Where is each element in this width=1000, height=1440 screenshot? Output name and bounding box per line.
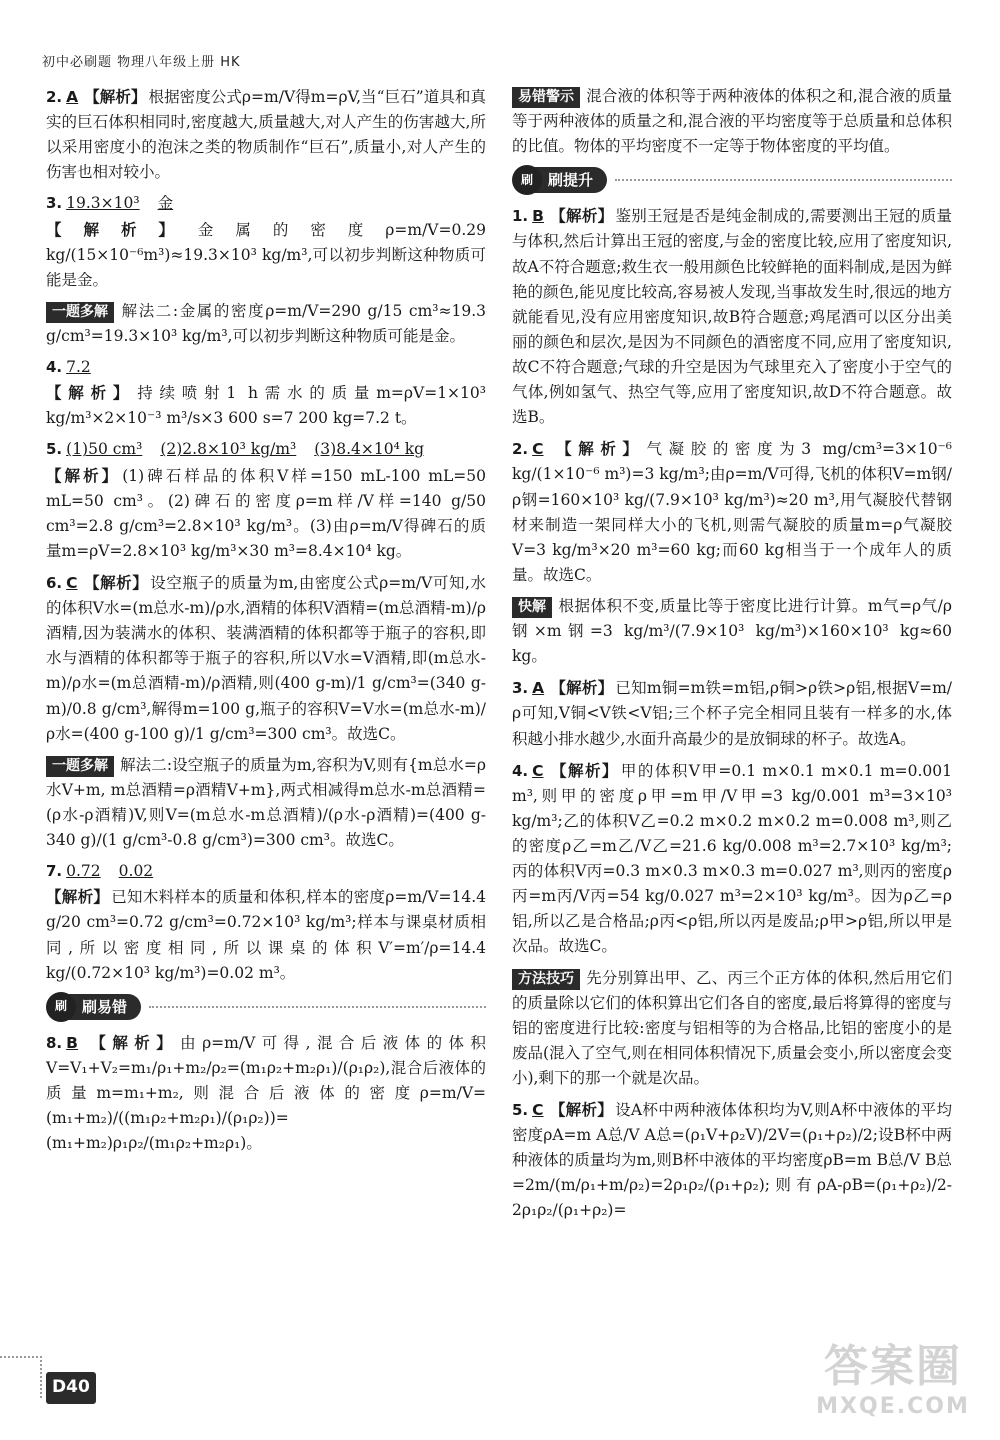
- analysis-text: 鉴别王冠是否是纯金制成的,需要测出王冠的质量与体积,然后计算出王冠的密度,与金的密度比较,应用了密度知识,故A不符合题意;救生衣一般用颜色比较鲜艳的面料制成,是因为鲜艳的颜色,能见度比较高,容易被人发现,当事故发生时,很远的地方就能看见,没有应用密度知识,故B符合题意;鸡尾酒可以区分出美丽的颜色和层次,是因为不同颜色的酒密度不同,应用了密度知识,故C不符合题意;气球的升空是因为气球里充入了密度小于空气的气体,例如氢气、热空气等,应用了密度知识,故D不符合题意。故选B。: [512, 207, 952, 427]
- answer-choice: A: [532, 679, 545, 698]
- answer-item: [46, 1030, 486, 1157]
- answer-item: [46, 355, 486, 431]
- note-badge: 易错警示: [512, 87, 580, 108]
- answer-choice: C: [66, 573, 78, 592]
- answer-item: [512, 675, 952, 751]
- analysis-text: (1)碑石样品的体积V样=150 mL-100 mL=50 mL=50 cm³。(2)碑石的密度ρ=m样/V样=140 g/50 cm³=2.8 g/cm³=2.8×10³ kg/m³。(3)由ρ=m/V得碑石的质量m=ρV=2.8×10³ kg/m³×30 m³=8.4×10⁴ kg。: [46, 466, 486, 560]
- analysis-text: 金属的密度ρ=m/V=0.29 kg/(15×10⁻⁶m³)≈19.3×10³ kg/m³,可以初步判断这种物质可能是金。: [46, 220, 486, 289]
- left-column: [46, 84, 486, 1162]
- answer-choice: B: [532, 207, 544, 226]
- answer-item: [46, 859, 486, 986]
- answer-blank: 金: [157, 194, 174, 213]
- page-corner-decoration: [0, 1356, 42, 1398]
- note-badge: 快解: [512, 597, 552, 618]
- answer-item: [512, 758, 952, 960]
- answer-item: [46, 191, 486, 292]
- analysis-tag: 【解析】: [549, 760, 619, 780]
- note-block: [512, 966, 952, 1092]
- question-number: 6.: [46, 573, 63, 592]
- analysis-tag: 【解析】: [83, 572, 149, 592]
- question-number: 8.: [46, 1033, 63, 1052]
- answer-blank: (1)50 cm³: [66, 440, 143, 459]
- answer-choice: C: [532, 761, 544, 780]
- watermark: [798, 1340, 988, 1430]
- section-title: 刷提升: [530, 167, 607, 193]
- answer-choice: C: [532, 440, 544, 459]
- analysis-text: 设空瓶子的质量为m,由密度公式ρ=m/V可知,水的体积V水=(m总水-m)/ρ水,酒精的体积V酒精=(m总酒精-m)/ρ酒精,因为装满水的体积、装满酒精的体积都等于瓶子的容积,即水与酒精的体积都等于瓶子的容积,所以V水=V酒精,即(m总水-m)/ρ水=(m总酒精-m)/ρ酒精,则(400 g-m)/1 g/cm³=(340 g-m)/0.8 g/cm³,解得m=100 g,瓶子的容积V=V水=(m总水-m)/ρ水=(400 g-100 g)/1 g/cm³=300 cm³。故选C。: [46, 573, 486, 743]
- note-block: [46, 753, 486, 853]
- note-block: [512, 594, 952, 669]
- note-text: 解法二:金属的密度ρ=m/V=290 g/15 cm³≈19.3 g/cm³=19.3×10³ kg/m³,可以初步判断这种物质可能是金。: [46, 301, 486, 345]
- note-text: 根据体积不变,质量比等于密度比进行计算。m气=ρ气/ρ钢×m钢=3 kg/m³/(7.9×10³ kg/m³)×160×10³ kg≈60 kg。: [512, 596, 952, 666]
- question-number: 3.: [46, 194, 63, 213]
- note-text: 先分别算出甲、乙、丙三个正方体的体积,然后用它们的质量除以它们的体积算出它们各自的密度,最后将算得的密度与铝的密度进行比较:密度与铝相等的为合格品,比铝的密度小的是废品(混入了空气,则在相同体积情况下,质量会变小,所以密度会变小),剩下的那一个就是次品。: [512, 968, 952, 1087]
- note-badge: 方法技巧: [512, 969, 580, 990]
- answer-blank: (2)2.8×10³ kg/m³: [160, 440, 297, 459]
- page-header: 初中必刷题 物理八年级上册 HK: [42, 55, 241, 70]
- note-block: [46, 299, 486, 349]
- analysis-tag: 【解析】: [549, 1100, 614, 1120]
- answer-choice: A: [66, 88, 79, 106]
- question-number: 3.: [512, 679, 529, 698]
- answer-blank: (3)8.4×10⁴ kg: [314, 440, 425, 459]
- note-block: [512, 84, 952, 159]
- section-header: [46, 992, 486, 1022]
- question-number: 2.: [512, 440, 529, 459]
- analysis-text: 已知木料样本的质量和体积,样本的密度ρ=m/V=14.4 g/20 cm³=0.72 g/cm³=0.72×10³ kg/m³;样本与课桌材质相同,所以密度相同,所以课桌的体积V′=m′/ρ=14.4 kg/(0.72×10³ kg/m³)=0.02 m³。: [46, 888, 486, 982]
- answer-item: [512, 436, 952, 588]
- answer-choice: B: [66, 1033, 78, 1052]
- note-badge: 一题多解: [46, 756, 114, 777]
- analysis-text: 由ρ=m/V可得,混合后液体的体积V=V₁+V₂=m₁/ρ₁+m₂/ρ₂=(m₁ρ₂+m₂ρ₁)/(ρ₁ρ₂),混合后液体的质量m=m₁+m₂,则混合后液体的密度ρ=m/V=(m₁+m₂)/((m₁ρ₂+m₂ρ₁)/(ρ₁ρ₂))=(m₁+m₂)ρ₁ρ₂/(m₁ρ₂+m₂ρ₁)。: [46, 1033, 486, 1153]
- medal-icon: 刷: [512, 165, 542, 195]
- analysis-tag: 【解析】: [550, 678, 614, 698]
- answer-blank: 0.72: [66, 862, 101, 881]
- answer-choice: C: [532, 1101, 544, 1120]
- dotted-divider: [149, 1006, 486, 1008]
- note-text: 混合液的体积等于两种液体的体积之和,混合液的质量等于两种液体的质量之和,混合液的平均密度等于总质量和总体积的比值。物体的平均密度不一定等于物体密度的平均值。: [512, 87, 952, 156]
- answer-blank: 7.2: [66, 358, 91, 377]
- analysis-text: 气凝胶的密度为3 mg/cm³=3×10⁻⁶ kg/(1×10⁻⁶ m³)=3 kg/m³;由ρ=m/V可得,飞机的体积V=m钢/ρ钢=160×10³ kg/(7.9×10³ kg/m³)≈20 m³,用气凝胶代替钢材来制造一架同样大小的飞机,则需气凝胶的质量m=ρ气凝胶V=3 kg/m³×20 m³=60 kg;而60 kg相当于一个成年人的质量。故选C。: [512, 440, 952, 584]
- analysis-text: 设A杯中两种液体体积均为V,则A杯中液体的平均密度ρA=m A总/V A总=(ρ₁V+ρ₂V)/2V=(ρ₁+ρ₂)/2;设B杯中两种液体的质量均为m,则B杯中液体的平均密度ρB=m B总/V B总=2m/(m/ρ₁+m/ρ₂)=2ρ₁ρ₂/(ρ₁+ρ₂);则有ρA-ρB=(ρ₁+ρ₂)/2-2ρ₁ρ₂/(ρ₁+ρ₂)=: [512, 1101, 952, 1220]
- question-number: 5.: [46, 440, 63, 459]
- answer-item: [512, 203, 952, 430]
- analysis-tag: 【解析】: [46, 219, 196, 239]
- question-number: 4.: [512, 761, 529, 780]
- dotted-divider: [615, 179, 952, 181]
- right-column: [512, 84, 952, 1230]
- note-badge: 一题多解: [46, 302, 114, 323]
- answer-item: [46, 570, 486, 747]
- analysis-text: 已知m铜=m铁=m铝,ρ铜>ρ铁>ρ铝,根据V=m/ρ可知,V铜<V铁<V铝;三个杯子完全相同且装有一样多的水,体积越小排水越少,水面升高最少的是放铜球的杯子。故选A。: [512, 679, 952, 748]
- section-title: 刷易错: [64, 994, 141, 1020]
- answer-item: [512, 1097, 952, 1224]
- analysis-tag: 【解析】: [84, 87, 147, 106]
- answer-item: [46, 437, 486, 564]
- analysis-tag: 【解析】: [83, 1032, 179, 1052]
- watermark-url: MXQE.COM: [816, 1394, 970, 1419]
- analysis-tag: 【解析】: [46, 383, 136, 403]
- analysis-tag: 【解析】: [46, 465, 121, 485]
- question-number: 4.: [46, 358, 63, 377]
- question-number: 1.: [512, 207, 529, 226]
- answer-item: [46, 84, 486, 185]
- section-header: [512, 165, 952, 195]
- watermark-title: 答案圈: [824, 1341, 962, 1392]
- analysis-tag: 【解析】: [549, 439, 645, 459]
- answer-blank: 19.3×10³: [66, 194, 140, 213]
- question-number: 2.: [46, 88, 63, 106]
- note-text: 解法二:设空瓶子的质量为m,容积为V,则有{m总水=ρ水V+m, m总酒精=ρ酒精V+m},两式相减得m总水-m总酒精=(ρ水-ρ酒精)V,则V=(m总水-m总酒精)/(ρ水-ρ酒精)=(400 g-340 g)/(1 g/cm³-0.8 g/cm³)=300 cm³。故选C。: [46, 755, 486, 850]
- analysis-tag: 【解析】: [549, 206, 614, 226]
- answer-blank: 0.02: [118, 862, 154, 881]
- analysis-text: 甲的体积V甲=0.1 m×0.1 m×0.1 m=0.001 m³,则甲的密度ρ甲=m甲/V甲=3 kg/0.001 m³=3×10³ kg/m³;乙的体积V乙=0.2 m×0.2 m×0.2 m=0.008 m³,则乙的密度ρ乙=m乙/V乙=21.6 kg/0.008 m³=2.7×10³ kg/m³;丙的体积V丙=0.3 m×0.3 m×0.3 m=0.027 m³,则丙的密度ρ丙=m丙/V丙=54 kg/0.027 m³=2×10³ kg/m³。因为ρ乙=ρ铝,所以乙是合格品;ρ丙<ρ铝,所以丙是废品;ρ甲>ρ铝,所以甲是次品。故选C。: [512, 761, 952, 956]
- question-number: 5.: [512, 1101, 529, 1120]
- page-number: D40: [46, 1372, 96, 1404]
- analysis-text: 根据密度公式ρ=m/V得m=ρV,当“巨石”道具和真实的巨石体积相同时,密度越大,质量越大,对人产生的伤害越大,所以采用密度小的泡沫之类的物质制作“巨石”,质量小,对人产生的伤害也相对较小。: [46, 88, 486, 182]
- analysis-text: 持续喷射1 h需水的质量m=ρV=1×10³ kg/m³×2×10⁻³ m³/s×3 600 s=7 200 kg=7.2 t。: [46, 384, 486, 428]
- medal-icon: 刷: [46, 992, 76, 1022]
- question-number: 7.: [46, 862, 63, 881]
- analysis-tag: 【解析】: [46, 887, 110, 907]
